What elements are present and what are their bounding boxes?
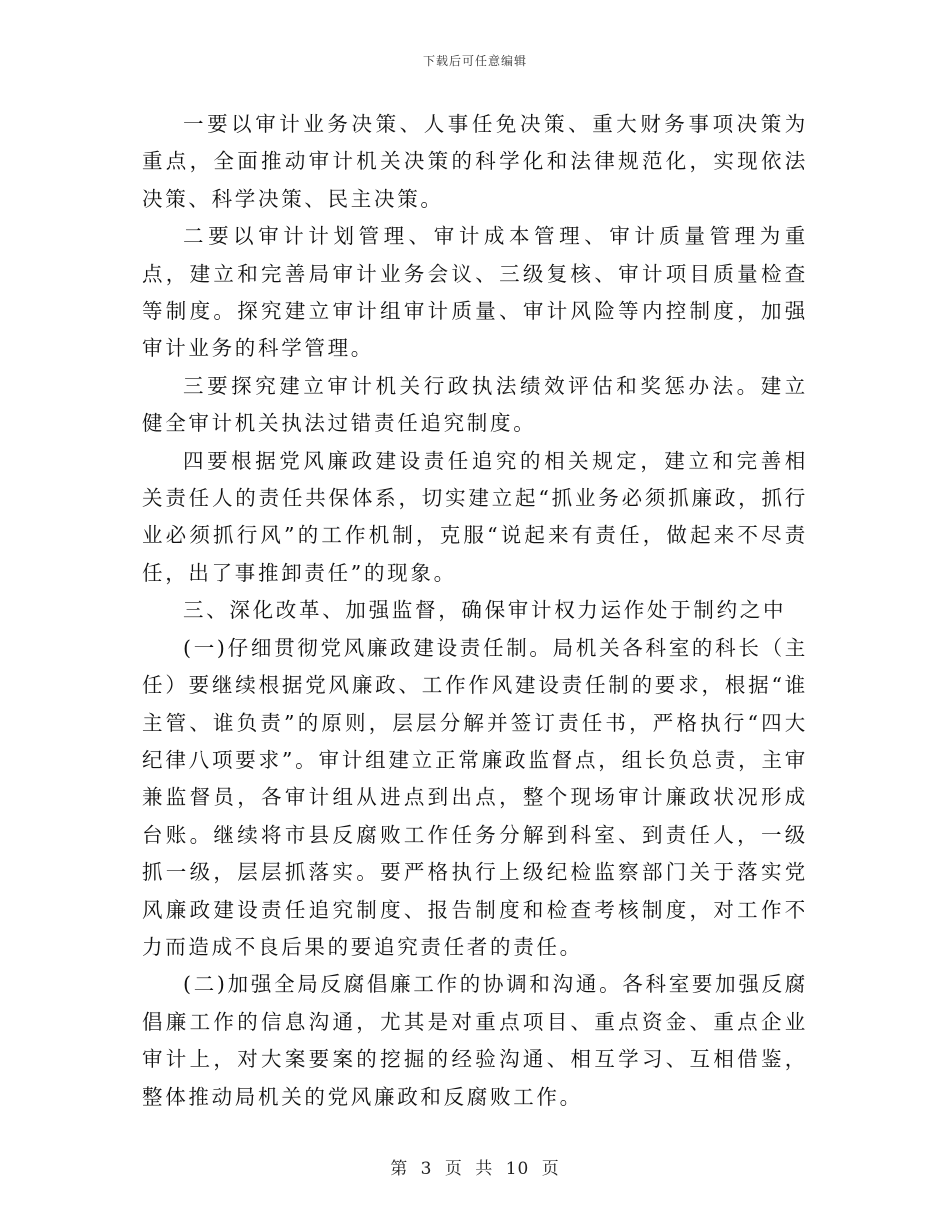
section-heading: 三、深化改革、加强监督，确保审计权力运作处于制约之中	[183, 598, 787, 623]
paragraph-item-5: (一)仔细贯彻党风廉政建设责任制。局机关各科室的科长（主任）要继续根据党风廉政、工作作风建设责任制的要求，根据“谁主管、谁负责”的原则，层层分解并签订责任书，严格执行“四大纪律八项要求”。审计组建立正常廉政监督点，组长负总责，主审兼监督员，各审计组从进点到出点，整个现场审计廉政状况形成台账。继续将市县反腐败工作任务分解到科室、到责任人，一级抓一级，层层抓落实。要严格执行上级纪检监察部门关于落实党风廉政建设责任追究制度、报告制度和检查考核制度，对工作不力而造成不良后果的要追究责任者的责任。	[142, 635, 808, 959]
paragraph-item-3: 三要探究建立审计机关行政执法绩效评估和奖惩办法。建立健全审计机关执法过错责任追究制度。	[142, 373, 808, 436]
header-note: 下载后可任意编辑	[422, 54, 527, 68]
document-body	[142, 106, 808, 1116]
paragraph-item-1: 一要以审计业务决策、人事任免决策、重大财务事项决策为重点，全面推动审计机关决策的科学化和法律规范化，实现依法决策、科学决策、民主决策。	[142, 112, 808, 211]
paragraph-item-4: 四要根据党风廉政建设责任追究的相关规定，建立和完善相关责任人的责任共保体系，切实建立起“抓业务必须抓廉政，抓行业必须抓行风”的工作机制，克服“说起来有责任，做起来不尽责任，出了事推卸责任”的现象。	[142, 448, 808, 585]
paragraph-item-6: (二)加强全局反腐倡廉工作的协调和沟通。各科室要加强反腐倡廉工作的信息沟通，尤其是对重点项目、重点资金、重点企业审计上，对大案要案的挖掘的经验沟通、相互学习、互相借鉴，整体推动局机关的党风廉政和反腐败工作。	[142, 972, 808, 1109]
page-number-footer: 第 3 页 共 10 页	[390, 1159, 560, 1179]
paragraph-item-2: 二要以审计计划管理、审计成本管理、审计质量管理为重点，建立和完善局审计业务会议、三级复核、审计项目质量检查等制度。探究建立审计组审计质量、审计风险等内控制度，加强审计业务的科学管理。	[142, 224, 808, 361]
